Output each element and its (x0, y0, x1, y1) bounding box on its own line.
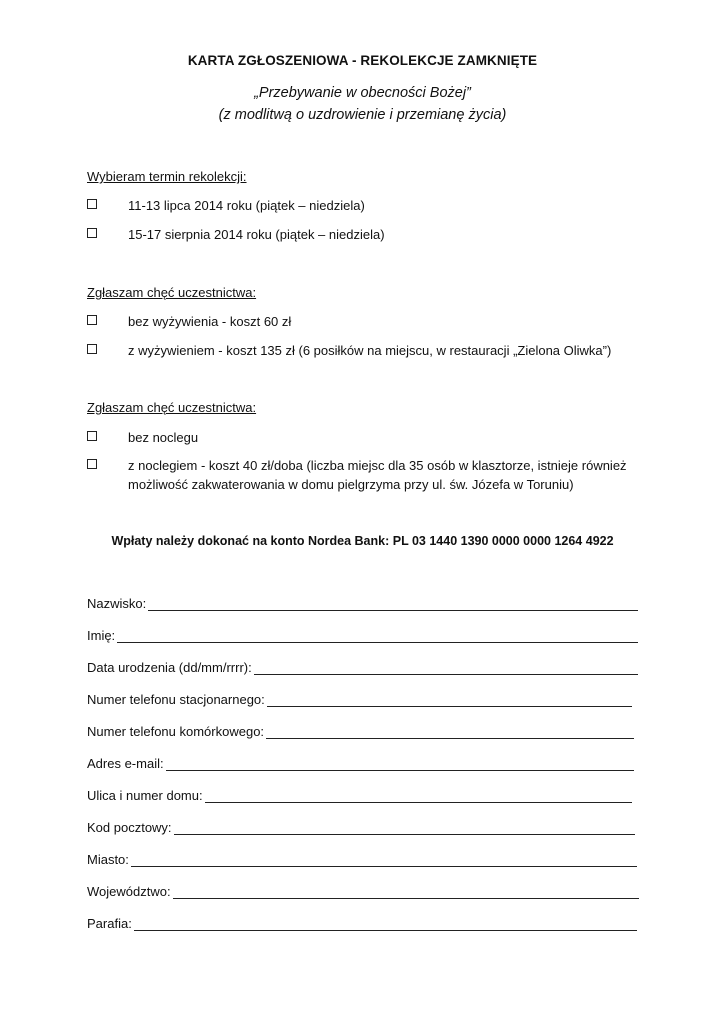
checkbox-icon[interactable] (87, 199, 97, 209)
term-section-label: Wybieram termin rekolekcji: (87, 169, 247, 184)
input-line[interactable] (166, 756, 634, 771)
field-label: Numer telefonu komórkowego: (87, 724, 265, 739)
field-label: Adres e-mail: (87, 756, 164, 771)
meals-option-label: z wyżywieniem - koszt 135 zł (6 posiłków na miejscu, w restauracji „Zielona Oliwka”) (128, 343, 612, 358)
input-line[interactable] (148, 596, 638, 611)
email-field[interactable] (87, 751, 634, 771)
landline-phone-field[interactable] (87, 687, 632, 707)
first-name-field[interactable] (87, 623, 638, 643)
term-option-label: 11-13 lipca 2014 roku (piątek – niedziela) (128, 198, 365, 213)
field-label: Kod pocztowy: (87, 820, 172, 835)
checkbox-icon[interactable] (87, 315, 97, 325)
input-line[interactable] (117, 628, 638, 643)
province-field[interactable] (87, 879, 639, 899)
retreat-name: „Przebywanie w obecności Bożej” (254, 85, 471, 101)
surname-field[interactable] (87, 591, 638, 611)
term-option-label: 15-17 sierpnia 2014 roku (piątek – niedziela) (128, 227, 385, 242)
field-label: Data urodzenia (dd/mm/rrrr): (87, 660, 252, 675)
meals-option-label: bez wyżywienia - koszt 60 zł (128, 314, 292, 329)
input-line[interactable] (131, 852, 637, 867)
checkbox-icon[interactable] (87, 459, 97, 469)
form-title: KARTA ZGŁOSZENIOWA - REKOLEKCJE ZAMKNIĘTE (187, 53, 538, 68)
parish-field[interactable] (87, 911, 637, 931)
checkbox-icon[interactable] (87, 431, 97, 441)
lodging-section-label: Zgłaszam chęć uczestnictwa: (87, 400, 257, 415)
field-label: Województwo: (87, 884, 171, 899)
street-field[interactable] (87, 783, 632, 803)
input-line[interactable] (174, 820, 635, 835)
birth-date-field[interactable] (87, 655, 638, 675)
checkbox-icon[interactable] (87, 228, 97, 238)
input-line[interactable] (205, 788, 632, 803)
checkbox-icon[interactable] (87, 344, 97, 354)
input-line[interactable] (267, 692, 632, 707)
retreat-subtitle: (z modlitwą o uzdrowienie i przemianę życia) (218, 107, 507, 123)
field-label: Nazwisko: (87, 596, 147, 611)
city-field[interactable] (87, 847, 637, 867)
lodging-option-label: bez noclegu (128, 430, 199, 445)
field-label: Imię: (87, 628, 116, 643)
mobile-phone-field[interactable] (87, 719, 634, 739)
lodging-option-label: z noclegiem - koszt 40 zł/doba (liczba miejsc dla 35 osób w klasztorze, istnieje również możliwość zakwaterowania w domu pielgrzyma przy ul. św. Józefa w Toruniu) (128, 458, 627, 492)
payment-info: Wpłaty należy dokonać na konto Nordea Bank: PL 03 1440 1390 0000 0000 1264 4922 (111, 534, 614, 548)
input-line[interactable] (254, 660, 638, 675)
field-label: Miasto: (87, 852, 129, 867)
postal-code-field[interactable] (87, 815, 635, 835)
field-label: Ulica i numer domu: (87, 788, 203, 803)
input-line[interactable] (173, 884, 639, 899)
meals-section-label: Zgłaszam chęć uczestnictwa: (87, 285, 257, 300)
field-label: Numer telefonu stacjonarnego: (87, 692, 265, 707)
field-label: Parafia: (87, 916, 132, 931)
input-line[interactable] (266, 724, 634, 739)
input-line[interactable] (134, 916, 637, 931)
